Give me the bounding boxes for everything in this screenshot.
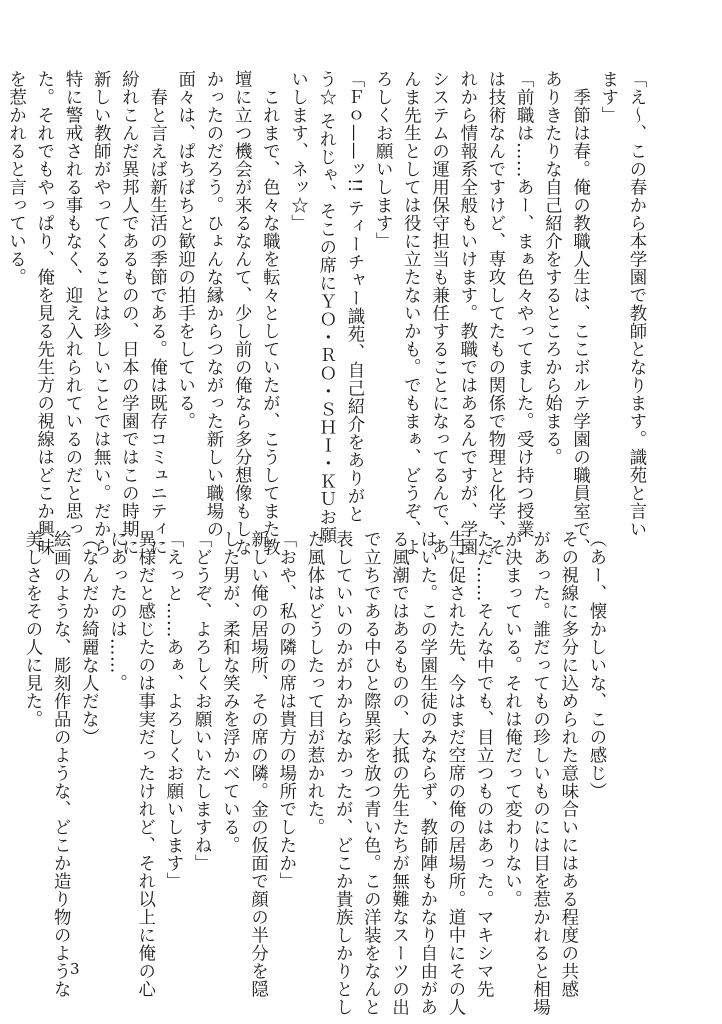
text-line: 美しさをその人に見た。 (21, 530, 42, 728)
text-line: 「Ｆｏ——ッ!! ティーチャー識苑、自己紹介をありがと (343, 70, 364, 524)
text-line: んま先生としては役に立たないかも。でもまぁ、どうぞ、よ (400, 70, 421, 556)
text-line: る風潮ではあるものの、大抵の先生たちが無難なスーツの出 (388, 530, 409, 1016)
text-line: た。それでもやっぱり、俺を見る先生方の視線はどこか興味 (33, 70, 54, 556)
text-line: 絵画のような、彫刻作品のような、どこか造り物のような (50, 530, 71, 998)
text-line: があった。誰だってもの珍しいものには目を惹かれると相場 (529, 530, 550, 1016)
text-line: その視線に多分に込められた意味合いにはある程度の共感 (557, 530, 578, 998)
text-line: （なんだか綺麗な人だな） (78, 530, 99, 746)
text-line: 「えっと……あぁ、よろしくお願いします」 (162, 530, 183, 890)
text-line: ありきたりな自己紹介をするところから始まる。 (541, 70, 562, 466)
text-line: 新しい教師がやってくることは珍しいことでは無い。だから (90, 70, 111, 556)
text-line: 「え〜、この春から本学園で教師となります。識苑と言い (626, 70, 646, 538)
text-line: 「前職は……あー、まぁ色々やってました。受け持つ授業 (513, 70, 534, 538)
text-line: にあったのは……。 (106, 530, 127, 692)
text-line: 春と言えば新生活の季節である。俺は既存コミュニティに (146, 70, 167, 556)
text-line: はいた。この学園生徒のみならず、教師陣もかなり自由があ (416, 530, 437, 1016)
text-line: れから情報系全般もいけます。教職ではあるんですが、学園 (456, 70, 477, 556)
text-line: 新しい俺の居場所、その席の隣。金の仮面で顔の半分を隠 (247, 530, 268, 998)
page-number: 3 (70, 960, 80, 978)
text-line: システムの運用保守担当も兼任することになってるんで、あ (428, 70, 449, 556)
text-line: 季節は春。俺の教職人生は、ここボルテ学園の職員室で、 (569, 70, 590, 556)
text-line: かったのだろう。ひょんな縁からつながった新しい職場の (202, 70, 223, 538)
text-line: 生に促された先、今はまだ空席の俺の居場所。道中にその人 (444, 530, 465, 1016)
text-line: （あー、懐かしいな、この感じ） (586, 530, 606, 800)
text-line: ただ……そんな中でも、目立つものはあった。マキシマ先 (473, 530, 494, 998)
text-line: を惹かれると言っている。 (5, 70, 26, 286)
text-line: 表していいのかがわからなかったが、どこか貴族しかりとし (332, 530, 353, 1016)
text-line: 「どうぞ、よろしくお願いいたしますね」 (191, 530, 212, 872)
text-line: 特に警戒される事もなく、迎え入れられているのだと思っ (61, 70, 82, 538)
text-line: 「おや、私の隣の席は貴方の場所でしたか」 (275, 530, 296, 890)
text-line: これまで、色々な職を転々としていたが、こうしてまた教 (259, 70, 280, 556)
text-line: いします、ネッ☆」 (287, 70, 308, 232)
text-line: した男が、柔和な笑みを浮かべている。 (219, 530, 240, 854)
text-line: 面々は、ぱちぱちと歓迎の拍手をしている。 (174, 70, 195, 430)
text-line: う☆ それじゃ、そこの席にＹＯ・ＲＯ・ＳＨＩ・ＫＵお願 (315, 70, 336, 545)
text-line: 紛れこんだ異邦人であるものの、日本の学園ではこの時期に (118, 70, 139, 556)
text-line: 異様だと感じたのは事実だったけれど、それ以上に俺の心 (134, 530, 155, 998)
text-line: ろしくお願いします」 (372, 70, 393, 250)
upper-text-block (1, 70, 650, 556)
text-line: た風体はどうしたって目が惹かれた。 (303, 530, 324, 836)
text-line: は技術なんですけど、専攻してたもの関係で物理と化学、そ (484, 70, 505, 556)
text-line: ます」 (597, 70, 618, 124)
text-line: が決まっている。それは俺だって変わりない。 (501, 530, 522, 908)
lower-text-block (18, 530, 610, 1016)
text-line: 壇に立つ機会が来るなんて、少し前の俺なら多分想像もしな (231, 70, 252, 556)
text-line: で立ちである中ひと際異彩を放つ青い色。この洋装をなんと (360, 530, 381, 1016)
